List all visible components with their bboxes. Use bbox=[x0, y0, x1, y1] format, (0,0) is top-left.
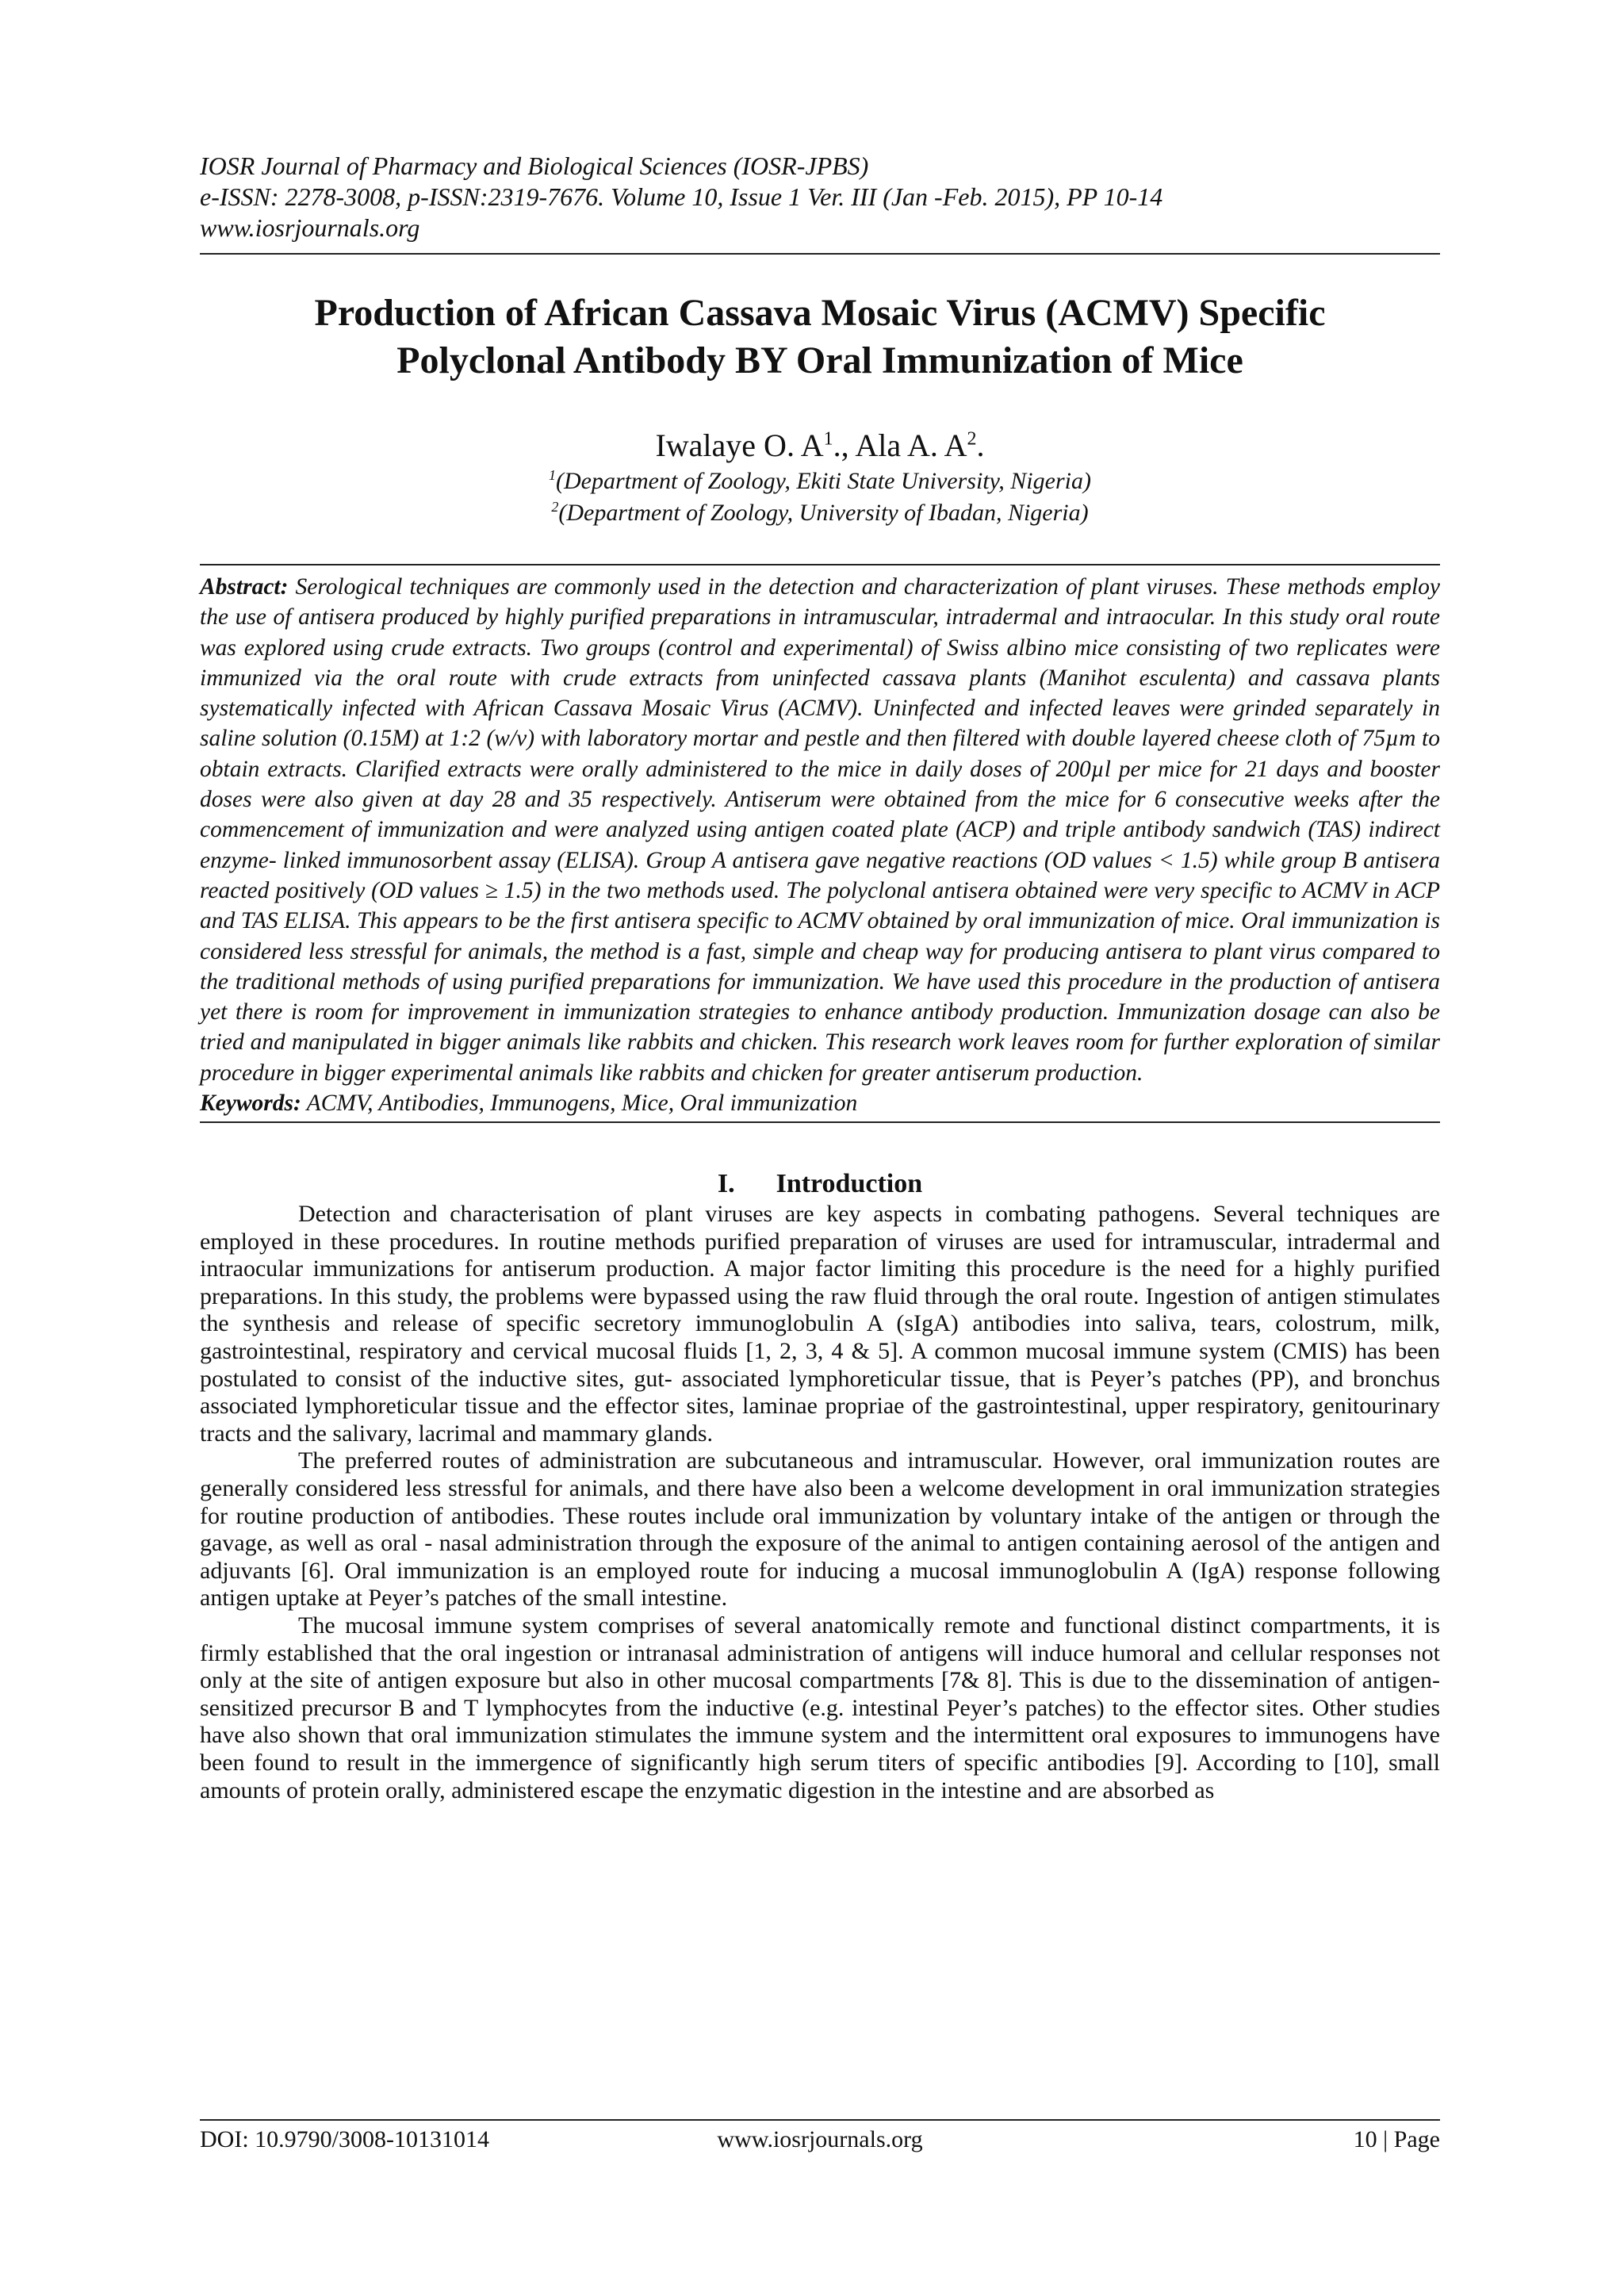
footer-website: www.iosrjournals.org bbox=[717, 2126, 923, 2152]
abstract-rule-bottom bbox=[200, 1121, 1440, 1123]
abstract-rule-top bbox=[200, 564, 1440, 565]
author-list bbox=[200, 426, 1440, 466]
section-number: I. bbox=[717, 1169, 735, 1199]
intro-paragraph-1: Detection and characterisation of plant viruses are key aspects in combating pathogens. Several techniques are employed in these procedures. In routine methods purified preparation of viruses are used for intramuscular, intradermal and intraocular immunizations for antiserum production. A major factor limiting this procedure is the need for a highly purified preparations. In this study, the problems were bypassed using the raw fluid through the oral route. Ingestion of antigen stimulates the synthesis and release of specific secretory immunoglobulin A (sIgA) antibodies into saliva, tears, colostrum, milk, gastrointestinal, respiratory and cervical mucosal fluids [1, 2, 3, 4 & 5]. A common mucosal immune system (CMIS) has been postulated to consist of the inductive sites, gut- associated lymphoreticular tissue, that is Peyer’s patches (PP), and bronchus associated lymphoreticular tissue and the effector sites, laminae propriae of the gastrointestinal, upper respiratory, genitourinary tracts and the salivary, lacrimal and mammary glands. bbox=[200, 1201, 1440, 1447]
author-2: ., Ala A. A bbox=[833, 427, 967, 463]
abstract bbox=[200, 572, 1440, 1088]
journal-website: www.iosrjournals.org bbox=[200, 213, 420, 242]
author-1-affiliation-mark: 1 bbox=[823, 428, 833, 450]
section-title: Introduction bbox=[776, 1169, 923, 1199]
paper-title bbox=[200, 289, 1440, 385]
title-line-2: Polyclonal Antibody BY Oral Immunization of Mice bbox=[396, 339, 1243, 381]
footer-page-number: 10 | Page bbox=[1353, 2126, 1440, 2152]
author-2-affiliation-mark: 2 bbox=[967, 428, 977, 450]
keywords bbox=[200, 1088, 1440, 1118]
paper-page bbox=[200, 151, 1440, 1804]
page-footer bbox=[200, 2124, 1440, 2156]
affiliation-1-text: (Department of Zoology, Ekiti State University, Nigeria) bbox=[556, 468, 1091, 494]
keywords-label: Keywords: bbox=[200, 1091, 301, 1117]
keywords-text: ACMV, Antibodies, Immunogens, Mice, Oral immunization bbox=[306, 1091, 858, 1117]
journal-name: IOSR Journal of Pharmacy and Biological Sciences (IOSR-JPBS) bbox=[200, 151, 869, 180]
intro-paragraph-3: The mucosal immune system comprises of several anatomically remote and functional distinct compartments, it is firmly established that the oral ingestion or intranasal administration of antigens will induce humoral and cellular responses not only at the site of antigen exposure but also in other mucosal compartments [7& 8]. This is due to the dissemination of antigen- sensitized precursor B and T lymphocytes from the inductive (e.g. intestinal Peyer’s patches) to the effector sites. Other studies have also shown that oral immunization stimulates the immune system and the intermittent oral exposures to immunogens have been found to result in the immergence of significantly high serum titers of specific antibodies [9]. According to [10], small amounts of protein orally, administered escape the enzymatic digestion in the intestine and are absorbed as bbox=[200, 1612, 1440, 1803]
abstract-text: Serological techniques are commonly used in the detection and characterization of plant viruses. These methods employ the use of antisera produced by highly purified preparations in intramuscular, intradermal and intraocular. In this study oral route was explored using crude extracts. Two groups (control and experimental) of Swiss albino mice consisting of two replicates were immunized via the oral route with crude extracts from uninfected cassava plants (Manihot esculenta) and cassava plants systematically infected with African Cassava Mosaic Virus (ACMV). Uninfected and infected leaves were grinded separately in saline solution (0.15M) at 1:2 (w/v) with laboratory mortar and pestle and then filtered with double layered cheese cloth of 75µm to obtain extracts. Clarified extracts were orally administered to the mice in daily doses of 200µl per mice for 21 days and booster doses were also given at day 28 and 35 respectively. Antiserum were obtained from the mice for 6 consecutive weeks after the commencement of immunization and were analyzed using antigen coated plate (ACP) and triple antibody sandwich (TAS) indirect enzyme- linked immunosorbent assay (ELISA). Group A antisera gave negative reactions (OD values < 1.5) while group B antisera reacted positively (OD values ≥ 1.5) in the two methods used. The polyclonal antisera obtained were very specific to ACMV in ACP and TAS ELISA. This appears to be the first antisera specific to ACMV obtained by oral immunization of mice. Oral immunization is considered less stressful for animals, the method is a fast, simple and cheap way for producing antisera to plant virus compared to the traditional methods of using purified preparations for immunization. We have used this procedure in the production of antisera yet there is room for improvement in immunization strategies to enhance antibody production. Immunization dosage can also be tried and manipulated in bigger animals like rabbits and chicken. This research work leaves room for further exploration of similar procedure in bigger experimental animals like rabbits and chicken for greater antiserum production. bbox=[200, 574, 1440, 1086]
title-line-1: Production of African Cassava Mosaic Virus (ACMV) Specific bbox=[314, 292, 1326, 334]
footer-doi: DOI: 10.9790/3008-10131014 bbox=[200, 2126, 489, 2152]
abstract-label: Abstract: bbox=[200, 574, 289, 600]
affiliation-1 bbox=[200, 466, 1440, 497]
affiliation-1-mark: 1 bbox=[549, 467, 557, 483]
issn-line: e-ISSN: 2278-3008, p-ISSN:2319-7676. Volume 10, Issue 1 Ver. III (Jan -Feb. 2015), PP 10-14 bbox=[200, 182, 1163, 211]
affiliation-2-mark: 2 bbox=[551, 499, 559, 515]
author-1: Iwalaye O. A bbox=[655, 427, 824, 463]
affiliation-2-text: (Department of Zoology, University of Ibadan, Nigeria) bbox=[558, 500, 1089, 526]
author-list-end: . bbox=[976, 427, 985, 463]
header-rule bbox=[200, 253, 1440, 255]
section-heading-introduction bbox=[200, 1167, 1440, 1201]
intro-paragraph-2: The preferred routes of administration are subcutaneous and intramuscular. However, oral immunization routes are generally considered less stressful for animals, and there have also been a welcome development in oral immunization strategies for routine production of antibodies. These routes include oral immunization by voluntary intake of the antigen or through the gavage, as well as oral - nasal administration through the exposure of the animal to antigen containing aerosol of the antigen and adjuvants [6]. Oral immunization is an employed route for inducing a mucosal immunoglobulin A (IgA) response following antigen uptake at Peyer’s patches of the small intestine. bbox=[200, 1447, 1440, 1612]
footer-rule bbox=[200, 2119, 1440, 2121]
affiliation-2 bbox=[200, 497, 1440, 529]
